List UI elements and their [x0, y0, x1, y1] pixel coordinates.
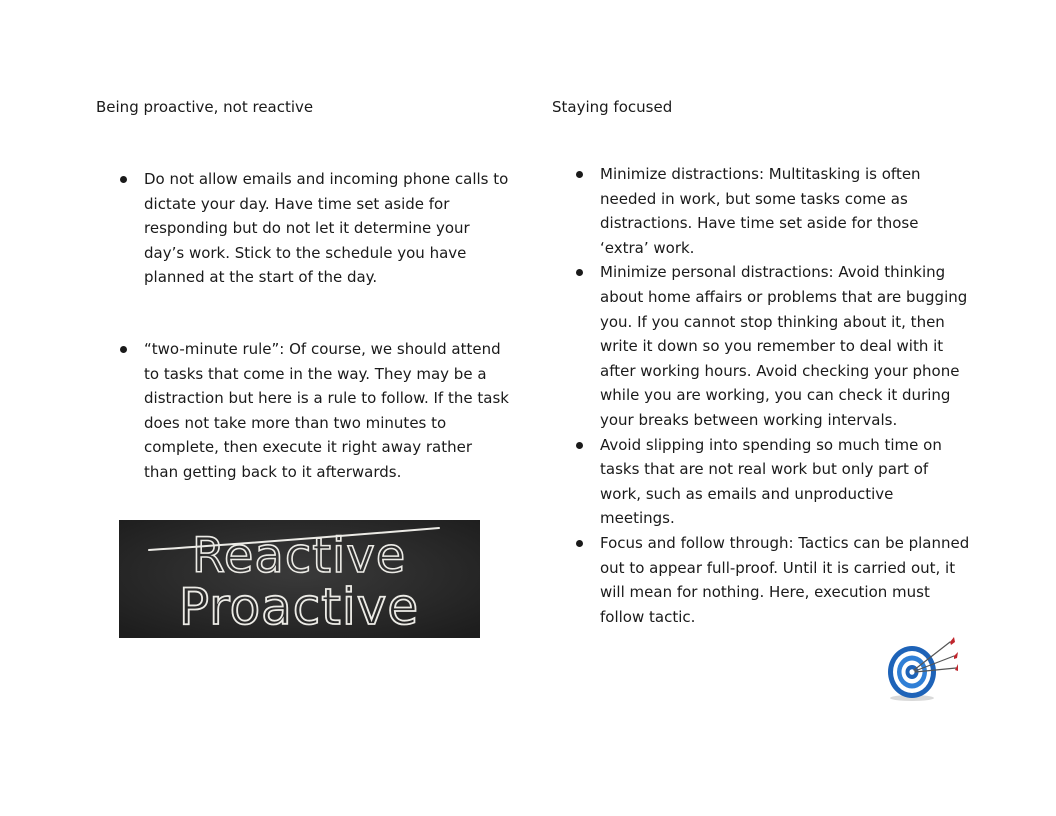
- right-bullet-list: [576, 162, 971, 629]
- left-section-heading: Being proactive, not reactive: [96, 98, 314, 116]
- bullet-icon: [576, 540, 583, 547]
- list-item-text: Minimize distractions: Multitasking is often needed in work, but some tasks come as distractions. Have time set aside for those ‘extra’ work.: [600, 165, 921, 257]
- list-item: [576, 531, 971, 629]
- bullet-icon: [576, 269, 583, 276]
- reactive-proactive-chalkboard-image: [119, 520, 480, 638]
- list-item: [576, 433, 971, 531]
- list-item: [576, 162, 971, 260]
- dartboard-target-icon: [884, 636, 958, 702]
- list-item-text: Minimize personal distractions: Avoid thinking about home affairs or problems that are bugging you. If you cannot stop thinking about it, then write it down so you remember to deal with it after working hours. Avoid checking your phone while you are working, you can check it during your breaks between working intervals.: [600, 263, 968, 429]
- list-item-text: Do not allow emails and incoming phone calls to dictate your day. Have time set aside for responding but do not let it determine your day’s work. Stick to the schedule you have planned at the start of the day.: [144, 170, 509, 287]
- list-item: [120, 337, 510, 485]
- bullet-icon: [576, 171, 583, 178]
- bullet-icon: [120, 346, 127, 353]
- list-item-text: “two-minute rule”: Of course, we should attend to tasks that come in the way. They may be a distraction but here is a rule to follow. If the task does not take more than two minutes to complete, then execute it right away rather than getting back to it afterwards.: [144, 340, 509, 481]
- list-item: [576, 260, 971, 432]
- bullet-icon: [576, 442, 583, 449]
- right-section-heading: Staying focused: [552, 98, 673, 116]
- list-item: [120, 167, 510, 290]
- left-bullet-list-second: [120, 337, 510, 485]
- list-item-text: Avoid slipping into spending so much time on tasks that are not real work but only part of work, such as emails and unproductive meetings.: [600, 435, 942, 528]
- chalk-word-crossed: Reactive: [191, 528, 407, 584]
- chalk-word: Proactive: [178, 578, 420, 636]
- list-item-text: Focus and follow through: Tactics can be planned out to appear full-proof. Until it is carried out, it will mean for nothing. Here, execution must follow tactic.: [600, 533, 970, 626]
- left-bullet-list: [120, 167, 510, 290]
- bullet-icon: [120, 176, 127, 183]
